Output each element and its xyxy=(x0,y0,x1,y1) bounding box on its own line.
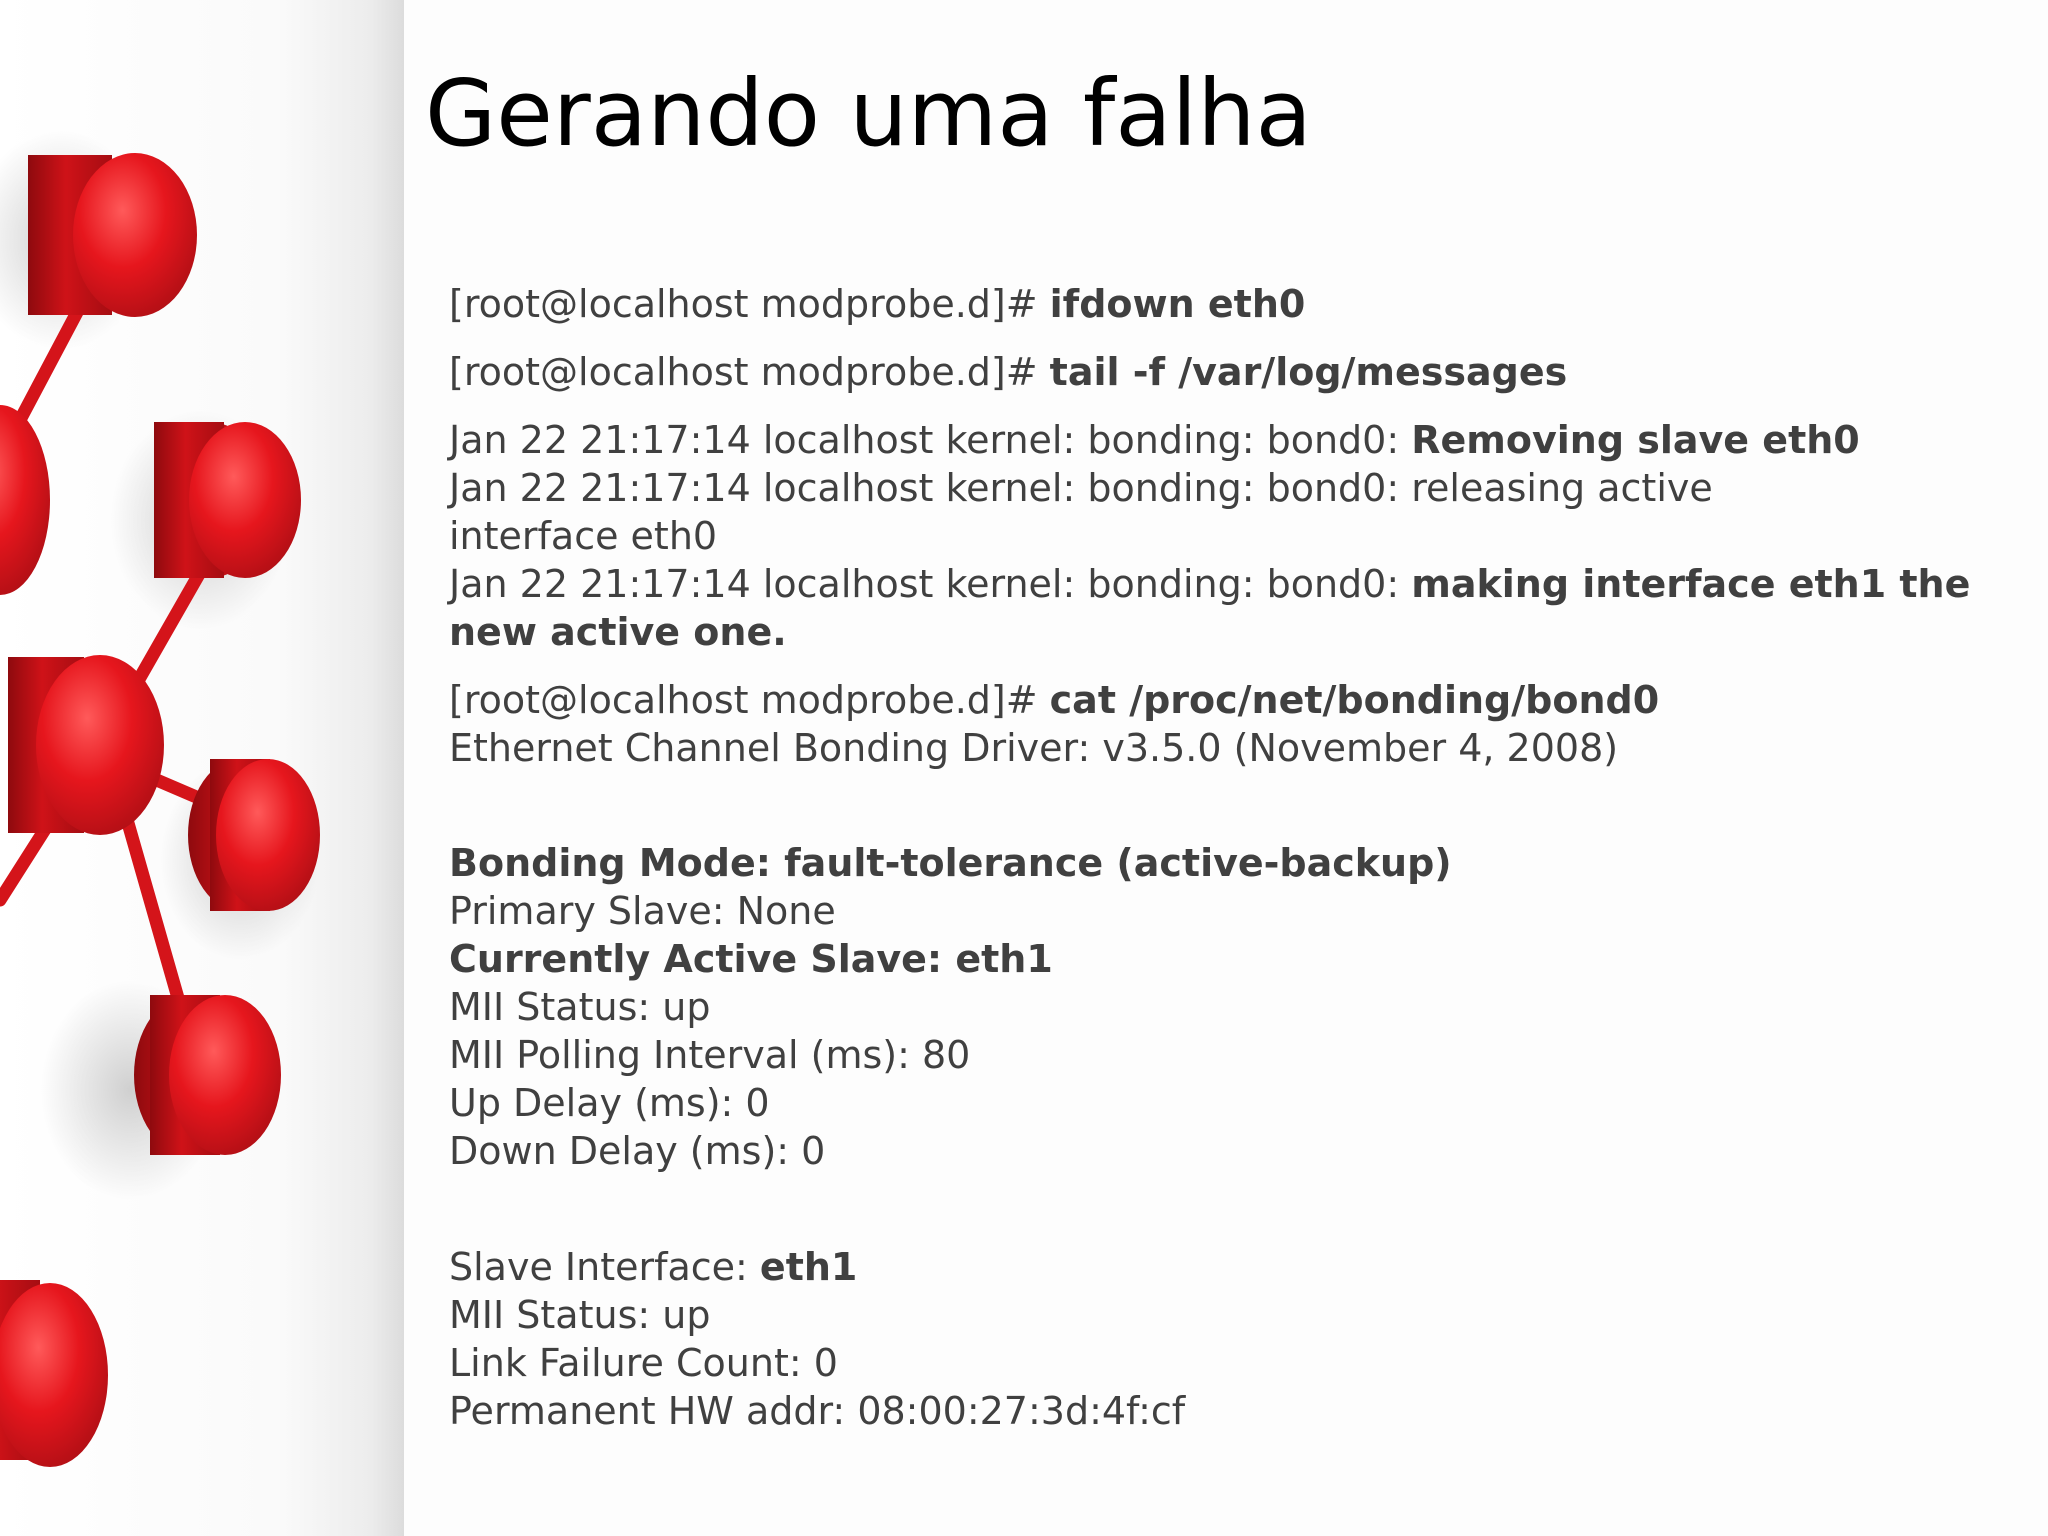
slave-interface: Slave Interface: eth1 xyxy=(449,1245,858,1289)
link-failure-count: Link Failure Count: 0 xyxy=(449,1341,838,1385)
bonding-block xyxy=(449,676,2009,1435)
mii-status: MII Status: up xyxy=(449,985,711,1029)
command-line xyxy=(449,280,2009,328)
log-line: Jan 22 21:17:14 localhost kernel: bonding: bond0: releasing active interface eth0 xyxy=(449,466,1713,558)
primary-slave: Primary Slave: None xyxy=(449,889,836,933)
down-delay: Down Delay (ms): 0 xyxy=(449,1129,826,1173)
log-line xyxy=(449,416,2009,464)
command-text: tail -f /var/log/messages xyxy=(1049,350,1568,394)
command-text: cat /proc/net/bonding/bond0 xyxy=(1049,678,1660,722)
permanent-hw-addr: Permanent HW addr: 08:00:27:3d:4f:cf xyxy=(449,1389,1186,1433)
command-text: ifdown eth0 xyxy=(1049,282,1306,326)
shell-prompt: [root@localhost modprobe.d]# xyxy=(449,678,1050,722)
active-slave: Currently Active Slave: eth1 xyxy=(449,937,1053,981)
command-line xyxy=(449,676,2009,724)
side-decoration-panel xyxy=(0,0,404,1536)
molecule-network-icon xyxy=(0,0,404,1536)
slave-mii-status: MII Status: up xyxy=(449,1293,711,1337)
log-highlight: Removing slave eth0 xyxy=(1411,418,1860,462)
terminal-output xyxy=(449,280,2009,1435)
log-block xyxy=(449,416,2009,656)
driver-version: Ethernet Channel Bonding Driver: v3.5.0 (November 4, 2008) xyxy=(449,726,1619,770)
log-line xyxy=(449,560,2019,656)
slide-title: Gerando uma falha xyxy=(425,60,1312,167)
mii-polling-interval: MII Polling Interval (ms): 80 xyxy=(449,1033,971,1077)
command-line xyxy=(449,348,2009,396)
up-delay: Up Delay (ms): 0 xyxy=(449,1081,770,1125)
log-prefix: Jan 22 21:17:14 localhost kernel: bonding: bond0: xyxy=(449,418,1412,462)
shell-prompt: [root@localhost modprobe.d]# xyxy=(449,282,1050,326)
log-prefix: Jan 22 21:17:14 localhost kernel: bonding: bond0: xyxy=(449,562,1412,606)
bonding-mode: Bonding Mode: fault-tolerance (active-backup) xyxy=(449,841,1452,885)
shell-prompt: [root@localhost modprobe.d]# xyxy=(449,350,1050,394)
log-highlight: making interface eth1 the new active one. xyxy=(449,562,1971,654)
